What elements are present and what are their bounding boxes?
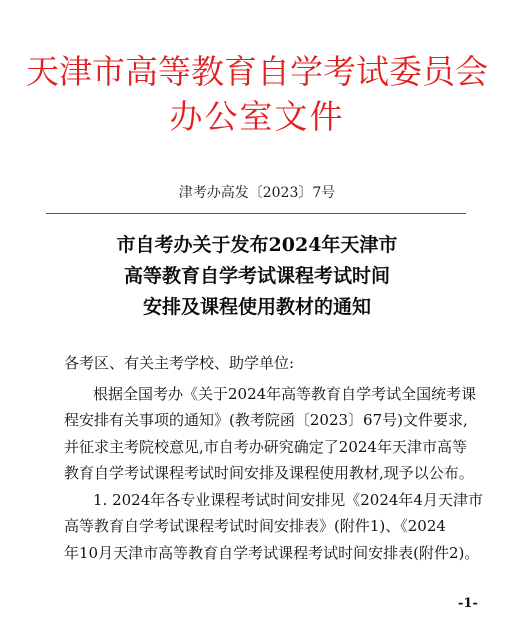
issuer-title-line2: 办公室文件: [169, 97, 345, 136]
page-number: -1-: [458, 596, 478, 611]
body-line-2: 程安排有关事项的通知》(教考院函〔2023〕67号)文件要求,: [64, 411, 468, 429]
red-separator-line: [46, 213, 466, 214]
notice-heading-line3: 安排及课程使用教材的通知: [142, 296, 371, 318]
body-line-6: 高等教育自学考试课程考试时间安排表》(附件1)、《2024: [64, 517, 446, 535]
body-line-3: 并征求主考院校意见,市自考办研究确定了2024年天津市高等: [64, 438, 467, 456]
notice-heading-line1: 市自考办关于发布2024年天津市: [116, 234, 398, 256]
salutation: 各考区、有关主考学校、助学单位:: [64, 354, 295, 372]
issuer-title-line1: 天津市高等教育自学考试委员会: [26, 52, 488, 91]
document-number: 津考办高发〔2023〕7号: [178, 185, 336, 201]
body-line-1: 根据全国考办《关于2024年高等教育自学考试全国统考课: [93, 385, 477, 403]
notice-heading-line2: 高等教育自学考试课程考试时间: [123, 265, 390, 287]
body-line-4: 教育自学考试课程考试时间安排及课程使用教材,现予以公布。: [64, 464, 474, 482]
body-line-7: 年10月天津市高等教育自学考试课程考试时间安排表(附件2)。: [64, 544, 480, 562]
body-line-5: 1. 2024年各专业课程考试时间安排见《2024年4月天津市: [93, 491, 483, 509]
